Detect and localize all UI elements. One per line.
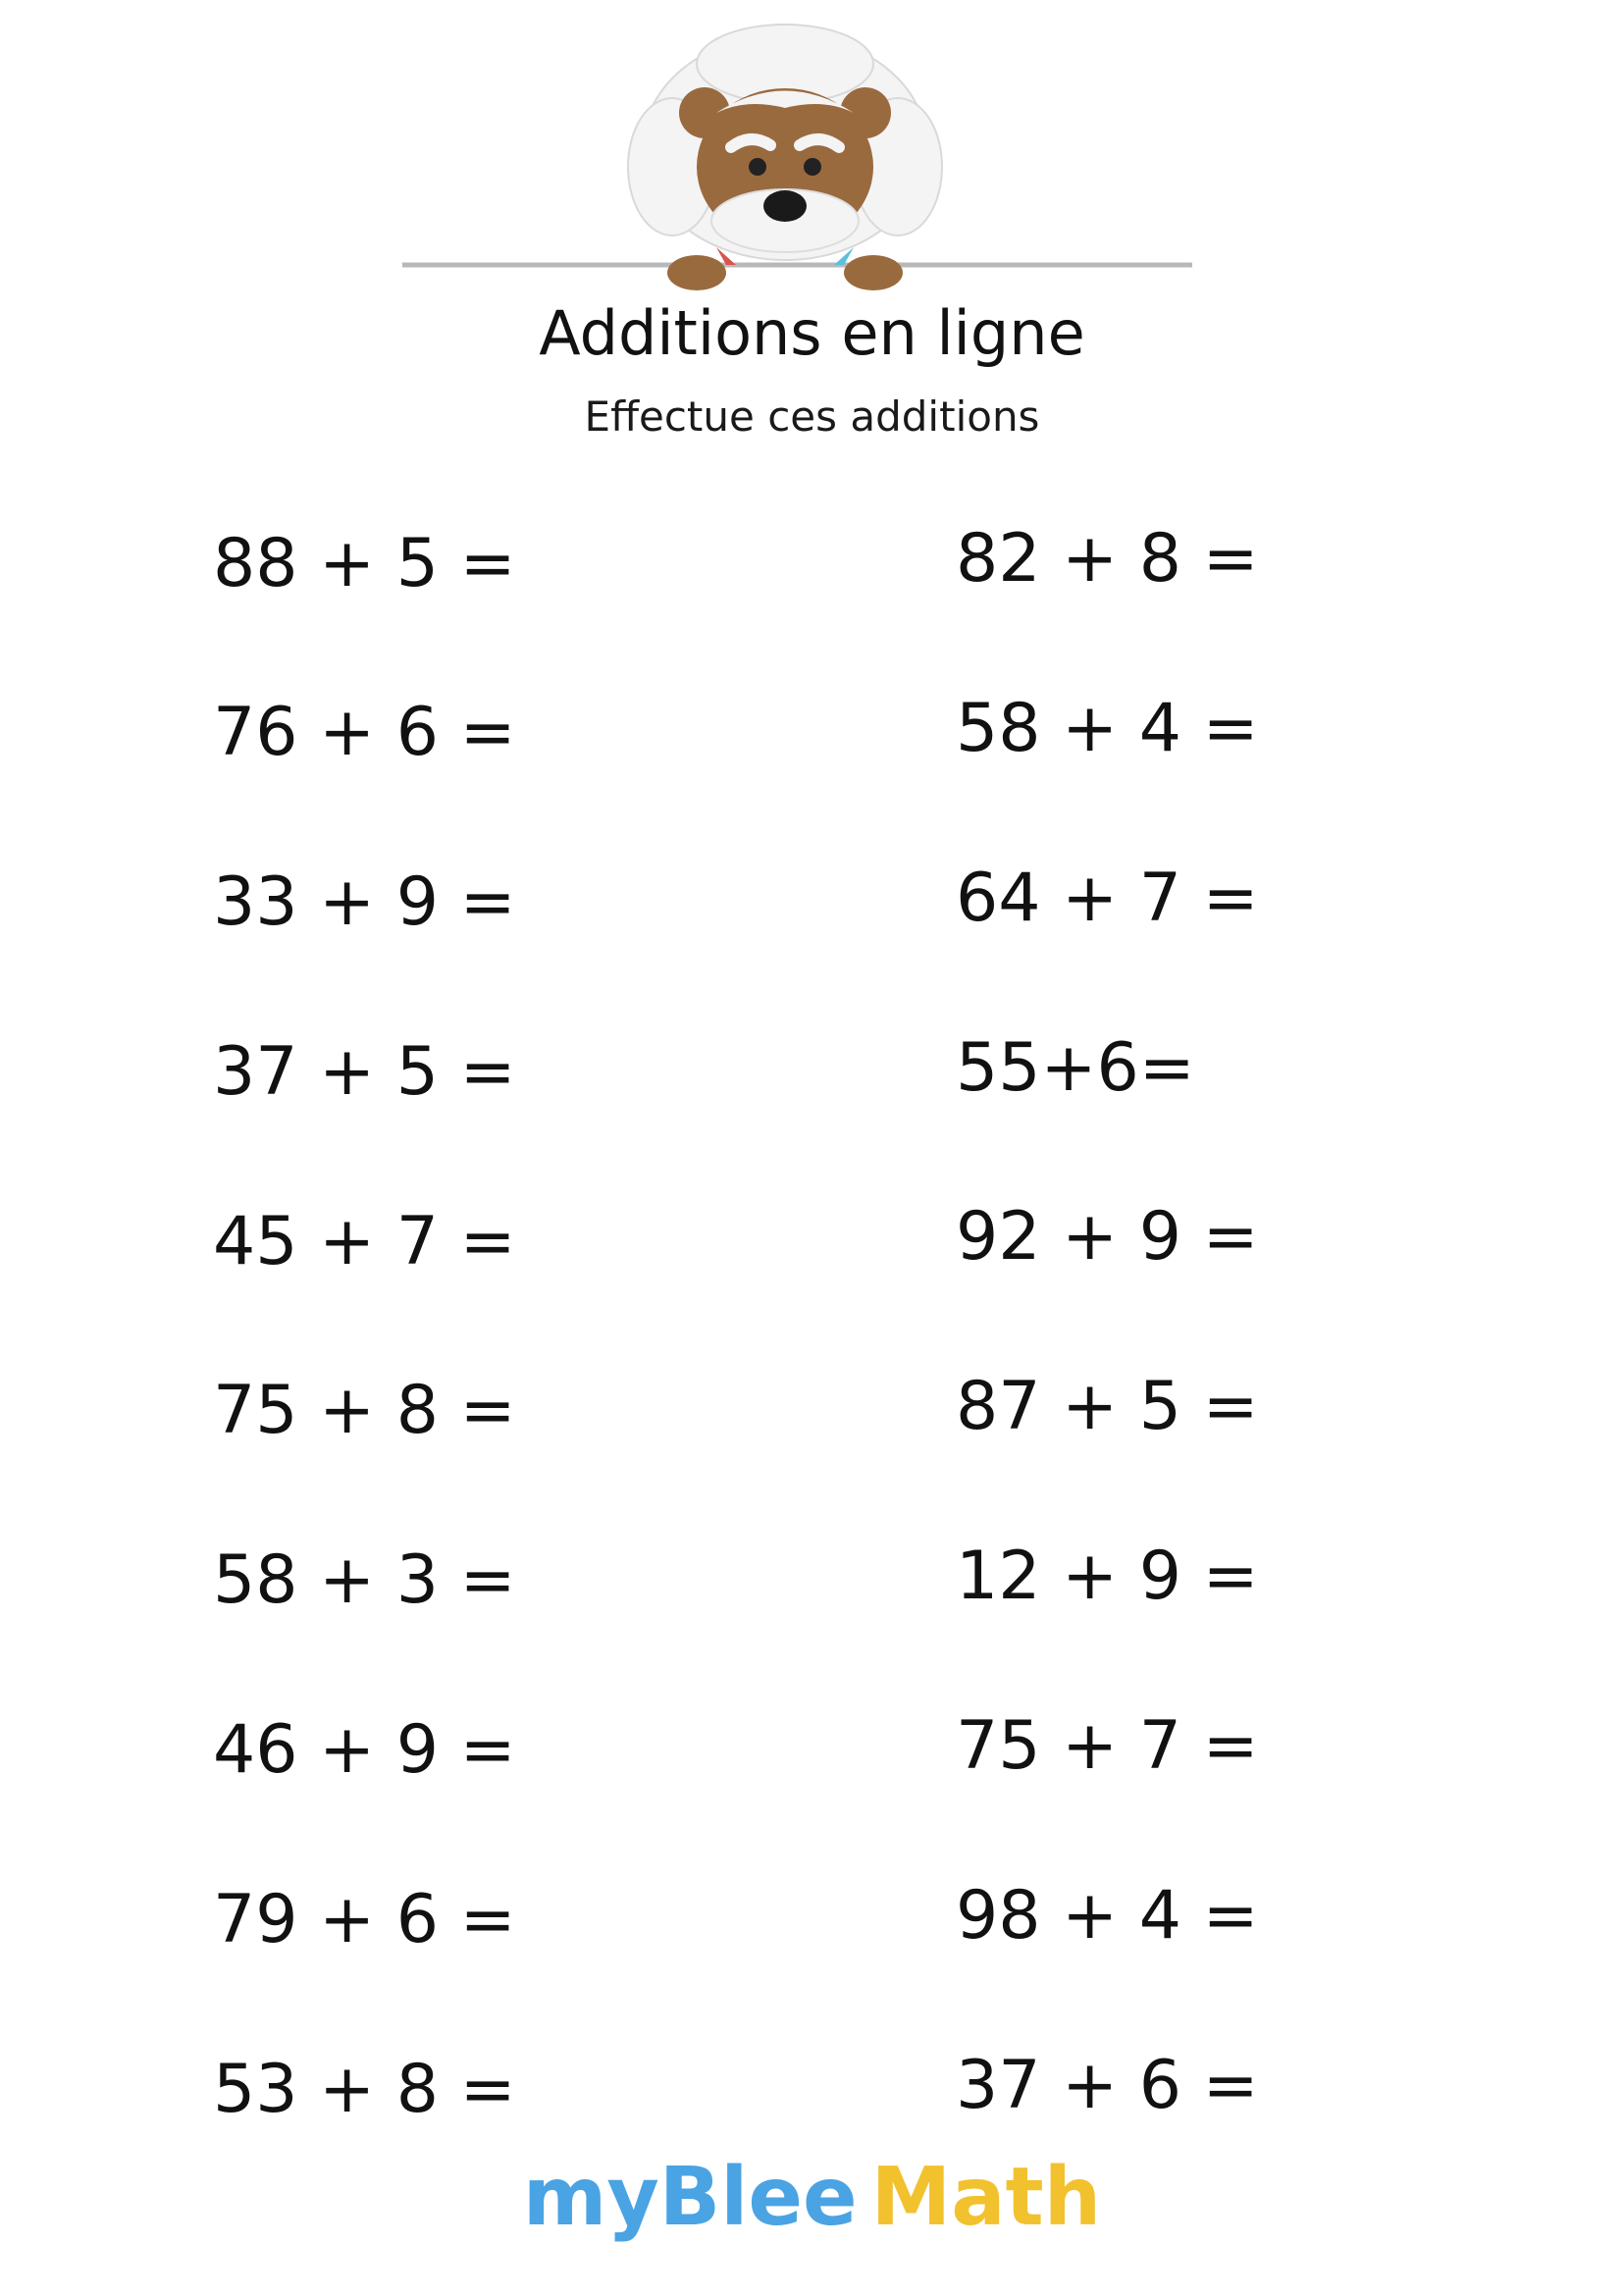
problem-left-10: 53 + 8 = — [213, 2051, 516, 2128]
myblee-math-logo — [0, 2149, 1624, 2247]
problem-left-3: 33 + 9 = — [213, 863, 516, 941]
problem-left-7: 58 + 3 = — [213, 1541, 516, 1619]
problem-left-1: 88 + 5 = — [213, 525, 516, 602]
problem-left-5: 45 + 7 = — [213, 1203, 516, 1280]
problem-left-8: 46 + 9 = — [213, 1711, 516, 1789]
problem-right-2: 58 + 4 = — [956, 690, 1259, 767]
problem-right-5: 92 + 9 = — [956, 1198, 1259, 1276]
problem-right-6: 87 + 5 = — [956, 1368, 1259, 1445]
worksheet-title: Additions en ligne — [539, 297, 1085, 369]
problem-left-9: 79 + 6 = — [213, 1881, 516, 1958]
problem-right-1: 82 + 8 = — [956, 520, 1259, 598]
problem-left-4: 37 + 5 = — [213, 1033, 516, 1111]
problem-left-2: 76 + 6 = — [213, 694, 516, 771]
logo-myblee: myBlee — [522, 2151, 858, 2244]
logo-math: Math — [870, 2151, 1102, 2244]
problem-left-6: 75 + 8 = — [213, 1372, 516, 1449]
problem-right-10: 37 + 6 = — [956, 2047, 1259, 2124]
problem-right-3: 64 + 7 = — [956, 860, 1259, 937]
problem-right-8: 75 + 7 = — [956, 1707, 1259, 1785]
problem-right-7: 12 + 9 = — [956, 1538, 1259, 1615]
worksheet-subtitle: Effectue ces additions — [584, 392, 1040, 441]
problem-right-9: 98 + 4 = — [956, 1877, 1259, 1955]
problem-right-4: 55+6= — [956, 1029, 1195, 1107]
